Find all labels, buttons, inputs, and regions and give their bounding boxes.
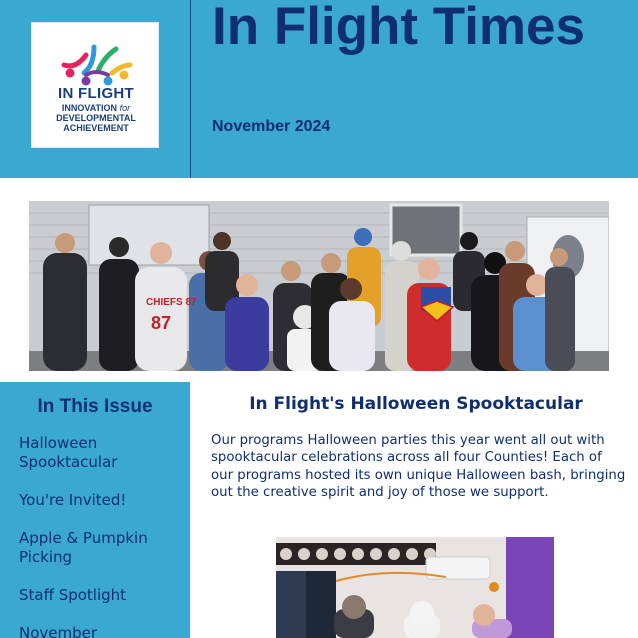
logo-tagline-innovation: INNOVATION — [61, 103, 118, 113]
sidebar-title: In This Issue — [37, 396, 153, 417]
logo-wordmark: IN FLIGHT — [57, 85, 135, 102]
logo-tagline — [32, 103, 160, 133]
jersey-text: CHIEFS 87 — [146, 297, 197, 308]
logo-tagline-achievement: ACHIEVEMENT — [63, 123, 129, 133]
logo-tagline-developmental: DEVELOPMENTAL — [56, 113, 136, 123]
article-body: Our programs Halloween parties this year went all out with spooktacular celebrations across all four Counties! Each of our programs hosted its own unique Halloween bash, bringing out the creative spirit and joy of those we support. — [211, 433, 626, 500]
issue-date: November 2024 — [212, 118, 331, 135]
in-flight-logo[interactable] — [31, 22, 159, 148]
toc-item-staff-spotlight[interactable]: Staff Spotlight — [19, 586, 127, 604]
jersey-number: 87 — [151, 313, 172, 333]
newsletter-title: In Flight Times — [212, 0, 585, 56]
table-of-contents-sidebar — [0, 382, 190, 638]
toc-item-november[interactable]: November — [19, 624, 98, 638]
toc-item-halloween-spooktacular[interactable]: Halloween Spooktacular — [19, 434, 118, 471]
group-photo-image — [29, 201, 609, 371]
flying-figures-logo-icon — [56, 35, 136, 87]
header-divider — [190, 0, 191, 178]
toc-item-youre-invited[interactable]: You're Invited! — [19, 491, 127, 509]
toc-item-apple-pumpkin-picking[interactable]: Apple & Pumpkin Picking — [19, 529, 148, 566]
newsletter-header — [0, 0, 638, 178]
halloween-party-photo[interactable] — [276, 537, 554, 638]
toc-list — [19, 434, 184, 638]
logo-tagline-for: for — [119, 103, 131, 113]
party-photo-image — [276, 537, 554, 638]
halloween-group-photo[interactable] — [29, 201, 609, 371]
article-title: In Flight's Halloween Spooktacular — [249, 394, 583, 414]
